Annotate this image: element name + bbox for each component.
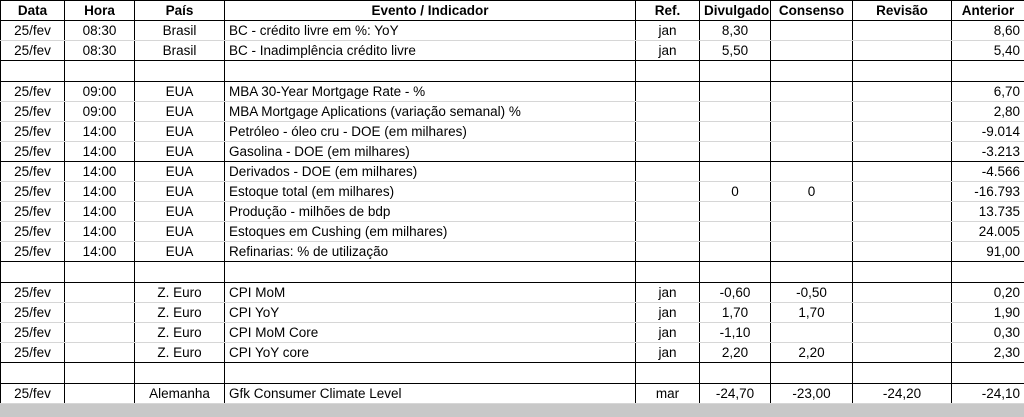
cell-evento: MBA 30-Year Mortgage Rate - % — [225, 82, 636, 102]
cell-ref — [636, 182, 700, 202]
cell-hora: 14:00 — [65, 142, 135, 162]
cell-ref — [636, 102, 700, 122]
cell-divulgado — [700, 61, 771, 82]
cell-consenso — [771, 61, 853, 82]
cell-ref — [636, 202, 700, 222]
cell-revisao — [853, 41, 952, 61]
cell-hora: 09:00 — [65, 82, 135, 102]
cell-pais — [135, 61, 225, 82]
cell-data: 25/fev — [1, 323, 65, 343]
cell-divulgado — [700, 363, 771, 384]
cell-evento: BC - crédito livre em %: YoY — [225, 21, 636, 41]
cell-pais: EUA — [135, 222, 225, 242]
header-pais: País — [135, 1, 225, 21]
cell-hora: 08:30 — [65, 21, 135, 41]
cell-anterior: 6,70 — [952, 82, 1024, 102]
table-row — [1, 21, 1024, 41]
cell-anterior: 13.735 — [952, 202, 1024, 222]
cell-divulgado — [700, 102, 771, 122]
cell-data: 25/fev — [1, 283, 65, 303]
header-anterior: Anterior — [952, 1, 1024, 21]
cell-pais: EUA — [135, 102, 225, 122]
cell-ref — [636, 122, 700, 142]
cell-hora: 14:00 — [65, 162, 135, 182]
cell-revisao — [853, 363, 952, 384]
cell-ref: jan — [636, 343, 700, 363]
cell-data: 25/fev — [1, 162, 65, 182]
cell-anterior: 8,60 — [952, 21, 1024, 41]
cell-consenso — [771, 82, 853, 102]
cell-consenso — [771, 363, 853, 384]
cell-data: 25/fev — [1, 82, 65, 102]
cell-ref: jan — [636, 303, 700, 323]
cell-data — [1, 262, 65, 283]
cell-ref — [636, 162, 700, 182]
cell-hora — [65, 262, 135, 283]
cell-anterior: 1,90 — [952, 303, 1024, 323]
cell-anterior — [952, 363, 1024, 384]
cell-consenso: 1,70 — [771, 303, 853, 323]
cell-data: 25/fev — [1, 182, 65, 202]
cell-anterior: 0,20 — [952, 283, 1024, 303]
table-body — [1, 21, 1024, 404]
cell-ref — [636, 82, 700, 102]
cell-pais: Z. Euro — [135, 323, 225, 343]
cell-consenso — [771, 41, 853, 61]
cell-evento — [225, 363, 636, 384]
cell-hora: 14:00 — [65, 182, 135, 202]
cell-pais: EUA — [135, 182, 225, 202]
cell-divulgado — [700, 222, 771, 242]
cell-anterior: 5,40 — [952, 41, 1024, 61]
cell-ref — [636, 222, 700, 242]
cell-evento: Gfk Consumer Climate Level — [225, 384, 636, 404]
cell-consenso — [771, 262, 853, 283]
cell-anterior: 2,80 — [952, 102, 1024, 122]
cell-consenso — [771, 323, 853, 343]
table-row — [1, 182, 1024, 202]
cell-pais: Z. Euro — [135, 283, 225, 303]
cell-ref — [636, 363, 700, 384]
cell-ref — [636, 242, 700, 262]
blank-row — [1, 262, 1024, 283]
cell-anterior: -4.566 — [952, 162, 1024, 182]
cell-ref: jan — [636, 323, 700, 343]
cell-pais: EUA — [135, 142, 225, 162]
cell-hora — [65, 384, 135, 404]
cell-anterior — [952, 262, 1024, 283]
cell-divulgado — [700, 202, 771, 222]
cell-ref — [636, 142, 700, 162]
cell-pais: EUA — [135, 242, 225, 262]
cell-divulgado: 2,20 — [700, 343, 771, 363]
cell-data: 25/fev — [1, 41, 65, 61]
cell-anterior: -16.793 — [952, 182, 1024, 202]
cell-divulgado — [700, 242, 771, 262]
cell-evento: Refinarias: % de utilização — [225, 242, 636, 262]
cell-hora: 14:00 — [65, 242, 135, 262]
cell-data: 25/fev — [1, 384, 65, 404]
cell-revisao — [853, 61, 952, 82]
cell-pais: EUA — [135, 122, 225, 142]
cell-hora: 14:00 — [65, 122, 135, 142]
cell-revisao — [853, 323, 952, 343]
table-row — [1, 242, 1024, 262]
cell-data: 25/fev — [1, 343, 65, 363]
table-row — [1, 323, 1024, 343]
table-row — [1, 303, 1024, 323]
cell-divulgado: 5,50 — [700, 41, 771, 61]
cell-divulgado: -0,60 — [700, 283, 771, 303]
cell-pais: Z. Euro — [135, 303, 225, 323]
cell-evento: CPI YoY core — [225, 343, 636, 363]
cell-evento: Petróleo - óleo cru - DOE (em milhares) — [225, 122, 636, 142]
cell-revisao — [853, 343, 952, 363]
cell-data — [1, 61, 65, 82]
table-row — [1, 82, 1024, 102]
header-data: Data — [1, 1, 65, 21]
cell-revisao — [853, 242, 952, 262]
cell-ref: jan — [636, 21, 700, 41]
table-row — [1, 343, 1024, 363]
table-row — [1, 283, 1024, 303]
cell-hora: 14:00 — [65, 202, 135, 222]
cell-revisao — [853, 122, 952, 142]
header-row — [1, 1, 1024, 21]
cell-data: 25/fev — [1, 202, 65, 222]
header-evento: Evento / Indicador — [225, 1, 636, 21]
header-consenso: Consenso — [771, 1, 853, 21]
cell-data: 25/fev — [1, 222, 65, 242]
cell-divulgado: 8,30 — [700, 21, 771, 41]
cell-revisao — [853, 202, 952, 222]
cell-hora — [65, 343, 135, 363]
cell-divulgado: 1,70 — [700, 303, 771, 323]
cell-anterior: 2,30 — [952, 343, 1024, 363]
cell-data: 25/fev — [1, 21, 65, 41]
cell-divulgado — [700, 142, 771, 162]
cell-anterior: -9.014 — [952, 122, 1024, 142]
cell-divulgado: -1,10 — [700, 323, 771, 343]
cell-hora: 08:30 — [65, 41, 135, 61]
cell-anterior: 91,00 — [952, 242, 1024, 262]
cell-revisao — [853, 102, 952, 122]
cell-pais — [135, 262, 225, 283]
cell-data: 25/fev — [1, 303, 65, 323]
cell-divulgado — [700, 122, 771, 142]
table-row — [1, 222, 1024, 242]
cell-evento: BC - Inadimplência crédito livre — [225, 41, 636, 61]
cell-pais: Z. Euro — [135, 343, 225, 363]
cell-revisao — [853, 182, 952, 202]
cell-data: 25/fev — [1, 122, 65, 142]
header-divulgado: Divulgado — [700, 1, 771, 21]
header-hora: Hora — [65, 1, 135, 21]
cell-ref: mar — [636, 384, 700, 404]
cell-revisao — [853, 283, 952, 303]
cell-evento: CPI MoM Core — [225, 323, 636, 343]
cell-ref: jan — [636, 41, 700, 61]
cell-anterior — [952, 61, 1024, 82]
cell-revisao — [853, 262, 952, 283]
cell-pais: EUA — [135, 162, 225, 182]
cell-consenso — [771, 222, 853, 242]
cell-consenso — [771, 162, 853, 182]
cell-hora — [65, 283, 135, 303]
cell-revisao — [853, 21, 952, 41]
cell-divulgado: -24,70 — [700, 384, 771, 404]
cell-consenso — [771, 142, 853, 162]
cell-divulgado — [700, 162, 771, 182]
cell-hora — [65, 323, 135, 343]
cell-consenso: 2,20 — [771, 343, 853, 363]
cell-pais — [135, 363, 225, 384]
cell-revisao — [853, 82, 952, 102]
cell-data: 25/fev — [1, 142, 65, 162]
cell-anterior: -3.213 — [952, 142, 1024, 162]
cell-evento — [225, 262, 636, 283]
cell-consenso — [771, 202, 853, 222]
cell-evento: Estoques em Cushing (em milhares) — [225, 222, 636, 242]
cell-hora — [65, 303, 135, 323]
cell-data: 25/fev — [1, 102, 65, 122]
cell-anterior: 24.005 — [952, 222, 1024, 242]
cell-ref: jan — [636, 283, 700, 303]
cell-revisao — [853, 162, 952, 182]
header-revisao: Revisão — [853, 1, 952, 21]
cell-anterior: -24,10 — [952, 384, 1024, 404]
header-ref: Ref. — [636, 1, 700, 21]
cell-pais: EUA — [135, 82, 225, 102]
cell-consenso: -23,00 — [771, 384, 853, 404]
cell-hora: 14:00 — [65, 222, 135, 242]
table-row — [1, 142, 1024, 162]
blank-row — [1, 363, 1024, 384]
cell-ref — [636, 61, 700, 82]
cell-anterior: 0,30 — [952, 323, 1024, 343]
cell-revisao — [853, 142, 952, 162]
cell-data — [1, 363, 65, 384]
cell-data: 25/fev — [1, 242, 65, 262]
cell-ref — [636, 262, 700, 283]
cell-evento: Produção - milhões de bdp — [225, 202, 636, 222]
table-row — [1, 41, 1024, 61]
cell-consenso — [771, 242, 853, 262]
cell-pais: Alemanha — [135, 384, 225, 404]
blank-row — [1, 61, 1024, 82]
cell-revisao — [853, 222, 952, 242]
table-row — [1, 122, 1024, 142]
cell-hora — [65, 61, 135, 82]
cell-evento: Estoque total (em milhares) — [225, 182, 636, 202]
cell-pais: Brasil — [135, 21, 225, 41]
table-row — [1, 384, 1024, 404]
table-row — [1, 102, 1024, 122]
cell-revisao — [853, 303, 952, 323]
cell-evento: CPI YoY — [225, 303, 636, 323]
cell-consenso: 0 — [771, 182, 853, 202]
cell-evento: Gasolina - DOE (em milhares) — [225, 142, 636, 162]
cell-consenso — [771, 122, 853, 142]
cell-evento: Derivados - DOE (em milhares) — [225, 162, 636, 182]
cell-divulgado: 0 — [700, 182, 771, 202]
table-row — [1, 202, 1024, 222]
cell-pais: Brasil — [135, 41, 225, 61]
cell-divulgado — [700, 262, 771, 283]
cell-consenso — [771, 102, 853, 122]
cell-divulgado — [700, 82, 771, 102]
cell-consenso: -0,50 — [771, 283, 853, 303]
table-row — [1, 162, 1024, 182]
cell-evento — [225, 61, 636, 82]
cell-revisao: -24,20 — [853, 384, 952, 404]
cell-evento: MBA Mortgage Aplications (variação semanal) % — [225, 102, 636, 122]
cell-hora: 09:00 — [65, 102, 135, 122]
cell-pais: EUA — [135, 202, 225, 222]
cell-consenso — [771, 21, 853, 41]
cell-evento: CPI MoM — [225, 283, 636, 303]
cell-hora — [65, 363, 135, 384]
